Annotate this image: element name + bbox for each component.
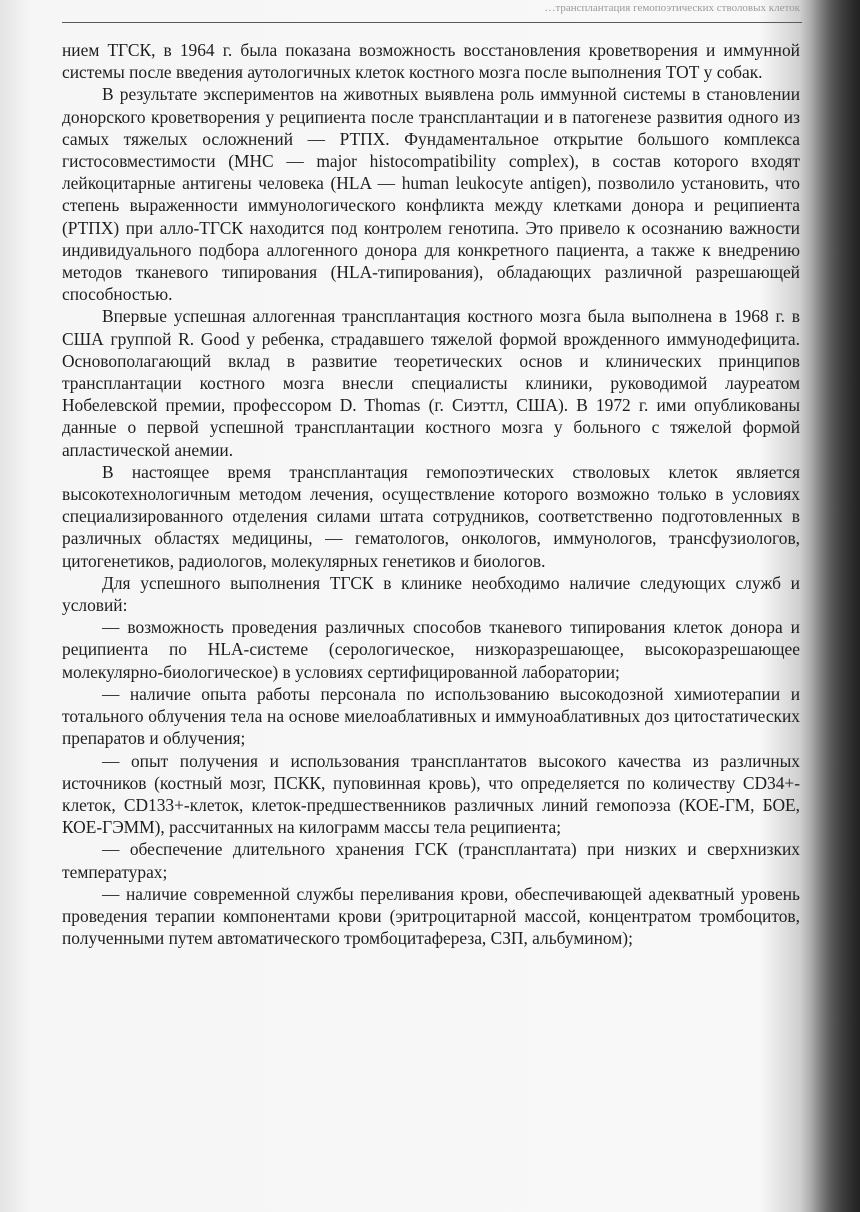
paragraph-immune-role: В результате экспериментов на животных выявлена роль иммунной системы в становлении донорского кроветворения у реципиента после трансплантации и в патогенезе развития одного из самых тяжелых осложнений — РТПХ. Фундаментальное открытие большого комплекса гистосовместимости (MHC — major histocompatibility complex), в состав которого входят лейкоцитарные антигены человека (HLA — human leukocyte antigen), позволило установить, что степень выраженности иммунологического конфликта между клетками донора и реципиента (РТПХ) при алло-ТГСК находится под контролем генотипа. Это привело к осознанию важности индивидуального подбора аллогенного донора для конкретного пациента, а также к внедрению методов тканевого типирования (HLA-типирования), обладающих различной разрешающей способностью. (62, 84, 800, 305)
list-item-storage: — обеспечение длительного хранения ГСК (трансплантата) при низких и сверхнизких температурах; (62, 839, 800, 882)
header-rule (62, 22, 802, 23)
paragraph-first-transplant: Впервые успешная аллогенная трансплантация костного мозга была выполнена в 1968 г. в США группой R. Good у ребенка, страдавшего тяжелой формой врожденного иммунодефицита. Основополагающий вклад в развитие теоретических основ и клинических принципов трансплантации костного мозга внесли специалисты клиники, руководимой лауреатом Нобелевской премии, профессором D. Thomas (г. Сиэттл, США). В 1972 г. ими опубликованы данные о первой успешной трансплантации костного мозга у больного с тяжелой формой апластической анемии. (62, 306, 800, 460)
body-text (62, 39, 800, 949)
paragraph-continuation: нием ТГСК, в 1964 г. была показана возможность восстановления кроветворения и иммунной системы после введения аутологичных клеток костного мозга после выполнения ТОТ у собак. (62, 40, 800, 83)
spine-shadow (812, 0, 860, 1212)
paragraph-requirements-intro: Для успешного выполнения ТГСК в клинике необходимо наличие следующих служб и условий: (62, 572, 800, 616)
running-header: …трансплантация гемопоэтических стволовых клеток (544, 2, 800, 14)
list-item-typing: — возможность проведения различных способов тканевого типирования клеток донора и реципиента по HLA-системе (серологическое, низкоразрешающее, высокоразрешающее молекулярно-биологическое) в условиях сертифицированной лаборатории; (62, 617, 800, 682)
list-item-transfusion: — наличие современной службы переливания крови, обеспечивающей адекватный уровень проведения терапии компонентами крови (эритроцитарной массой, концентратом тромбоцитов, полученными путем автоматического тромбоцитафереза, СЗП, альбумином); (62, 883, 800, 949)
list-item-transplant-quality: — опыт получения и использования трансплантатов высокого качества из различных источников (костный мозг, ПСКК, пуповинная кровь), что определяется по количеству CD34+-клеток, CD133+-клеток, клеток-предшественников различных линий гемопоэза (КОЕ-ГМ, БОЕ, КОЕ-ГЭММ), рассчитанных на килограмм массы тела реципиента; (62, 750, 800, 838)
paragraph-current-state: В настоящее время трансплантация гемопоэтических стволовых клеток является высокотехнологичным методом лечения, осуществление которого возможно только в условиях специализированного отделения силами штата сотрудников, соответственно подготовленных в различных областях медицины, — гематологов, онкологов, иммунологов, трансфузиологов, цитогенетиков, радиологов, молекулярных генетиков и биологов. (62, 461, 800, 571)
list-item-chemotherapy: — наличие опыта работы персонала по использованию высокодозной химиотерапии и тотального облучения тела на основе миелоаблативных и иммуноаблативных доз цитостатических препаратов и облучения; (62, 683, 800, 749)
